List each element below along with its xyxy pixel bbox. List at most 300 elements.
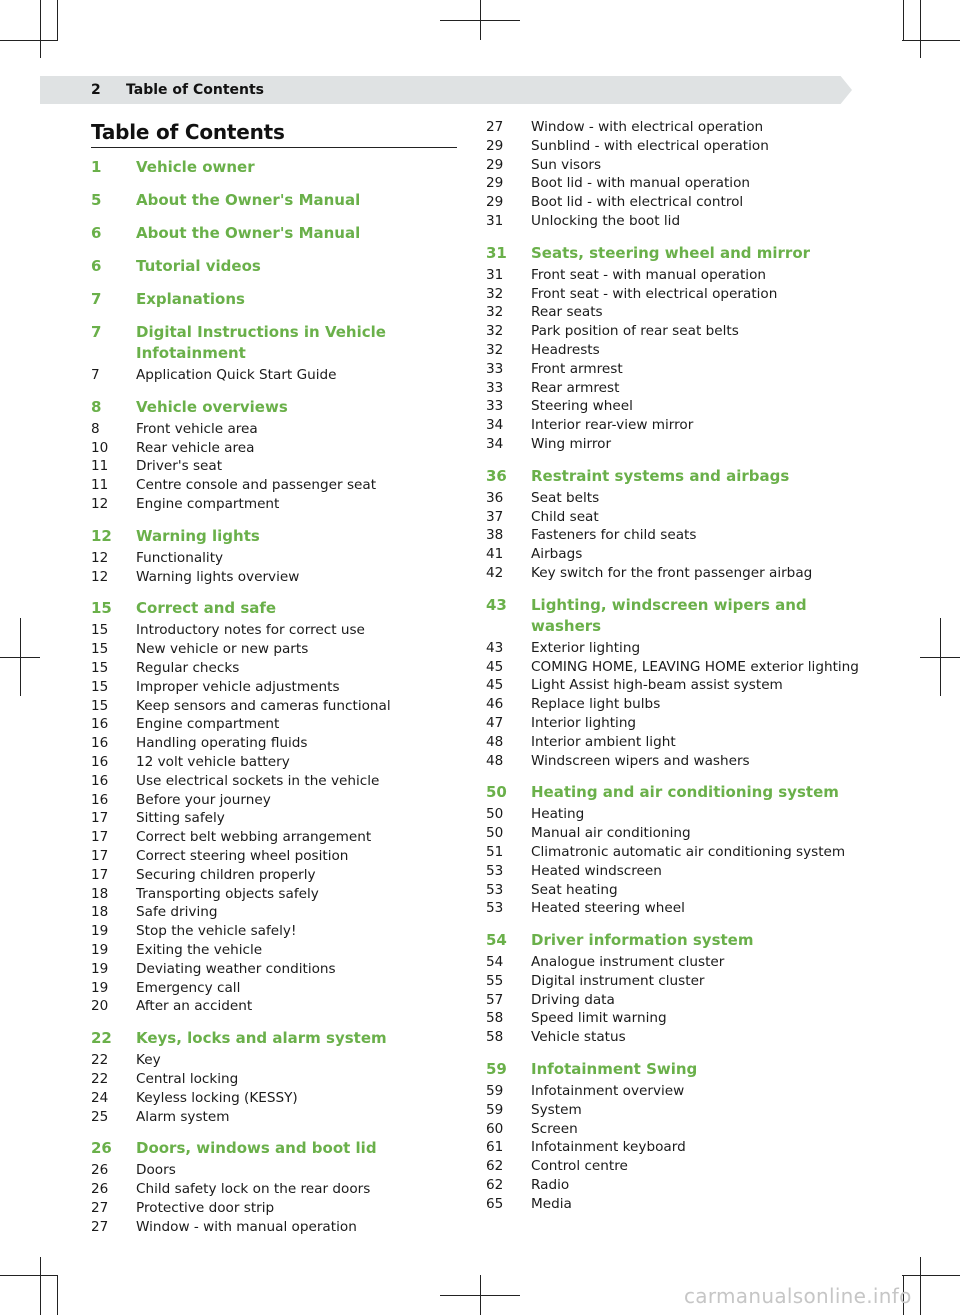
toc-section-heading[interactable] [91,1028,461,1049]
toc-entry-page: 53 [486,900,504,917]
crop-mark [902,40,960,41]
toc-entry-page: 8 [91,420,100,437]
toc-entry-page: 45 [486,677,504,694]
toc-entry[interactable] [91,772,461,791]
toc-entry-title: Interior ambient light [531,733,676,750]
toc-section [486,466,866,583]
toc-entry-title: Control centre [531,1158,628,1175]
toc-entry-title: Speed limit warning [531,1010,667,1027]
toc-entry-page: 61 [486,1139,504,1156]
toc-entry[interactable] [486,564,866,583]
toc-entry-page: 16 [91,716,109,733]
toc-entry-page: 26 [91,1162,109,1179]
toc-entry-title: Warning lights overview [136,568,300,585]
toc-entry[interactable] [91,1070,461,1089]
toc-entry-page: 12 [91,568,109,585]
toc-section-heading[interactable] [91,1138,461,1159]
toc-section [91,157,461,178]
toc-section-heading[interactable] [486,243,866,264]
toc-entry[interactable] [91,753,461,772]
toc-entry-page: 58 [486,1010,504,1027]
toc-entry[interactable] [486,639,866,658]
toc-entry[interactable] [486,1009,866,1028]
toc-entry-page: 15 [91,697,109,714]
toc-entry[interactable] [486,1120,866,1139]
toc-entry[interactable] [91,549,461,568]
toc-entry[interactable] [91,847,461,866]
toc-entry-title: Digital instrument cluster [531,972,705,989]
toc-entry-title: Regular checks [136,659,240,676]
toc-entry-page: 50 [486,806,504,823]
toc-entry[interactable] [486,545,866,564]
toc-entry[interactable] [91,1051,461,1070]
toc-entry-page: 37 [486,508,504,525]
toc-entry-page: 19 [91,960,109,977]
toc-entry-title: Seat belts [531,489,600,506]
toc-entry-page: 19 [91,941,109,958]
toc-entry[interactable] [486,416,866,435]
toc-entry[interactable] [486,193,866,212]
toc-section-page: 43 [486,595,507,614]
toc-entry-title: Window - with manual operation [136,1218,357,1235]
toc-entry[interactable] [486,360,866,379]
crop-mark [0,1275,58,1276]
toc-entry[interactable] [486,137,866,156]
toc-entry-page: 59 [486,1101,504,1118]
toc-entry[interactable] [91,997,461,1016]
toc-entry-page: 27 [486,119,504,135]
toc-section-heading[interactable] [91,598,461,619]
toc-entry[interactable] [486,881,866,900]
title-divider [91,147,457,148]
toc-entry[interactable] [91,866,461,885]
toc-section-page: 12 [91,526,112,545]
toc-entry-page: 15 [91,641,109,658]
toc-entry[interactable] [486,714,866,733]
toc-section [486,595,866,771]
toc-entry[interactable] [486,266,866,285]
toc-entry-title: Transporting objects safely [136,885,319,902]
toc-section-title: Seats, steering wheel and mirror [531,243,811,262]
toc-section [91,289,461,310]
toc-entry-title: Airbags [531,546,583,563]
toc-entry[interactable] [486,174,866,193]
toc-section-title: Restraint systems and airbags [531,466,790,485]
toc-entry-page: 22 [91,1070,109,1087]
toc-section [91,1138,461,1236]
toc-section [91,322,461,385]
toc-entry[interactable] [91,734,461,753]
toc-entry-page: 29 [486,175,504,192]
toc-section-heading[interactable] [486,466,866,487]
toc-entry[interactable] [486,824,866,843]
toc-entry-page: 26 [91,1181,109,1198]
toc-section-page: 1 [91,158,102,176]
toc-section-page: 22 [91,1029,112,1048]
toc-entry-title: Infotainment keyboard [531,1139,686,1156]
crop-mark [40,0,41,58]
toc-section [486,243,866,454]
toc-entry[interactable] [486,526,866,545]
toc-entry-title: Vehicle status [531,1029,626,1046]
toc-entry-page: 18 [91,885,109,902]
toc-entry-page: 18 [91,904,109,921]
toc-entry[interactable] [486,695,866,714]
toc-section-title: Infotainment Swing [531,1060,698,1079]
toc-entry-title: Screen [531,1120,578,1137]
toc-entry[interactable] [486,379,866,398]
toc-entry-page: 29 [486,194,504,211]
header-running-title: Table of Contents [126,82,265,98]
toc-entry-page: 50 [486,825,504,842]
toc-section-heading[interactable] [486,595,866,637]
toc-entry-page: 12 [91,495,109,512]
toc-entry[interactable] [91,366,461,385]
toc-entry-title: Engine compartment [136,495,280,512]
toc-entry-title: Safe driving [136,904,218,921]
toc-entry[interactable] [486,676,866,695]
toc-entry-title: Doors [136,1162,176,1179]
toc-entry-title: Improper vehicle adjustments [136,678,340,695]
toc-entry-title: Seat heating [531,881,618,898]
toc-section-title: Digital Instructions in Vehicle Infotainment [136,323,386,362]
toc-entry-title: Driving data [531,991,615,1008]
toc-entry[interactable] [91,457,461,476]
toc-entry-page: 34 [486,417,504,434]
toc-entry-title: Keyless locking (KESSY) [136,1089,298,1106]
toc-entry[interactable] [486,397,866,416]
toc-entry-title: Alarm system [136,1108,230,1125]
toc-entry[interactable] [486,1157,866,1176]
toc-entry-page: 53 [486,881,504,898]
toc-entry-page: 65 [486,1195,504,1212]
toc-entry[interactable] [486,1028,866,1047]
toc-entry-title: Deviating weather conditions [136,960,336,977]
toc-entry-title: Heated steering wheel [531,900,685,917]
toc-entry[interactable] [91,1089,461,1108]
toc-entry-page: 16 [91,772,109,789]
toc-entry-title: Central locking [136,1070,239,1087]
toc-section-title: Explanations [136,290,245,308]
toc-entry-page: 42 [486,564,504,581]
toc-entry-page: 20 [91,998,109,1015]
toc-entry-title: Boot lid - with manual operation [531,175,751,192]
toc-section-heading[interactable] [486,1059,866,1080]
toc-entry-title: Headrests [531,341,600,358]
toc-entry-page: 34 [486,435,504,452]
toc-entry[interactable] [91,715,461,734]
toc-section-title: About the Owner's Manual [136,224,361,242]
toc-entry-page: 17 [91,847,109,864]
toc-entry-title: Sitting safely [136,810,225,827]
toc-entry-page: 51 [486,843,504,860]
crop-mark [20,618,21,696]
toc-entry-page: 55 [486,972,504,989]
toc-entry[interactable] [91,1218,461,1237]
toc-entry[interactable] [486,285,866,304]
toc-section [91,256,461,277]
toc-entry-title: Handling operating fluids [136,735,308,752]
toc-section-title: Doors, windows and boot lid [136,1139,377,1158]
toc-section-heading[interactable] [91,190,461,211]
toc-section [486,118,866,231]
toc-entry[interactable] [486,489,866,508]
toc-entry[interactable] [486,733,866,752]
toc-entry-page: 29 [486,156,504,173]
toc-entry-page: 16 [91,735,109,752]
toc-entry-page: 48 [486,733,504,750]
toc-entry-title: Rear vehicle area [136,439,255,456]
toc-entry-title: Exterior lighting [531,639,641,656]
toc-entry[interactable] [486,953,866,972]
header-page-number: 2 [91,82,101,98]
toc-entry[interactable] [91,495,461,514]
toc-section-title: Keys, locks and alarm system [136,1029,387,1048]
toc-entry[interactable] [486,1101,866,1120]
toc-entry-title: Exiting the vehicle [136,941,263,958]
toc-section-heading[interactable] [91,322,461,364]
toc-entry[interactable] [91,476,461,495]
toc-entry-title: Introductory notes for correct use [136,622,365,639]
toc-entry-page: 43 [486,639,504,656]
toc-entry[interactable] [486,1138,866,1157]
toc-entry-title: Before your journey [136,791,271,808]
toc-entry[interactable] [91,1108,461,1127]
toc-section-page: 54 [486,931,507,950]
crop-mark [57,1275,58,1315]
toc-entry[interactable] [486,899,866,918]
toc-entry-page: 7 [91,367,100,383]
crop-mark [920,1257,921,1315]
toc-entry[interactable] [486,322,866,341]
toc-entry[interactable] [91,439,461,458]
toc-entry[interactable] [91,791,461,810]
toc-entry-page: 17 [91,829,109,846]
toc-entry-page: 15 [91,678,109,695]
toc-entry-title: Heated windscreen [531,862,662,879]
toc-entry[interactable] [91,420,461,439]
toc-entry-title: Centre console and passenger seat [136,477,377,494]
toc-entry-page: 32 [486,304,504,321]
toc-entry-page: 38 [486,527,504,544]
toc-entry[interactable] [91,903,461,922]
toc-entry-page: 45 [486,658,504,675]
toc-section-heading[interactable] [91,397,461,418]
toc-section-page: 6 [91,224,102,242]
toc-entry[interactable] [486,212,866,231]
toc-section-title: Vehicle owner [136,158,255,176]
toc-entry-page: 32 [486,285,504,302]
toc-entry-page: 15 [91,659,109,676]
toc-section-title: Heating and air conditioning system [531,783,839,802]
toc-entry-page: 62 [486,1158,504,1175]
toc-entry-page: 60 [486,1120,504,1137]
toc-entry-title: Window - with electrical operation [531,119,764,135]
toc-entry-page: 62 [486,1177,504,1194]
toc-entry-page: 11 [91,458,109,475]
toc-entry-page: 27 [91,1218,109,1235]
toc-entry[interactable] [486,303,866,322]
toc-entry-page: 33 [486,360,504,377]
toc-entry-page: 19 [91,979,109,996]
toc-section-page: 15 [91,599,112,618]
toc-entry-title: Analogue instrument cluster [531,954,725,971]
crop-mark [0,40,58,41]
toc-section-heading[interactable] [91,256,461,277]
toc-section-page: 50 [486,783,507,802]
toc-entry-page: 33 [486,379,504,396]
toc-section-heading[interactable] [91,526,461,547]
toc-entry-title: Functionality [136,549,224,566]
toc-entry-title: Radio [531,1177,570,1194]
crop-mark [40,1257,41,1315]
toc-entry-title: Rear seats [531,304,603,321]
toc-entry-title: Use electrical sockets in the vehicle [136,772,380,789]
toc-entry-page: 31 [486,212,504,229]
toc-entry-title: Park position of rear seat belts [531,323,739,340]
toc-section-title: Driver information system [531,931,754,950]
toc-entry-title: Driver's seat [136,458,223,475]
toc-section [486,930,866,1047]
toc-section-heading[interactable] [91,223,461,244]
toc-entry-title: Child seat [531,508,599,525]
toc-entry-title: Securing children properly [136,866,316,883]
toc-entry-title: After an accident [136,998,253,1015]
toc-entry[interactable] [91,1161,461,1180]
toc-entry-page: 15 [91,622,109,639]
toc-entry[interactable] [91,809,461,828]
toc-section-title: Warning lights [136,526,260,545]
toc-section-title: Lighting, windscreen wipers and washers [531,595,807,635]
toc-entry[interactable] [91,640,461,659]
toc-entry-title: Application Quick Start Guide [136,367,337,383]
toc-entry[interactable] [486,118,866,137]
toc-entry[interactable] [91,941,461,960]
toc-left-column [91,157,461,1248]
toc-entry-page: 59 [486,1083,504,1100]
toc-entry-title: Manual air conditioning [531,825,691,842]
toc-entry-title: Front armrest [531,360,623,377]
toc-entry[interactable] [91,621,461,640]
toc-entry[interactable] [91,697,461,716]
toc-entry-page: 25 [91,1108,109,1125]
toc-entry[interactable] [486,435,866,454]
toc-section-page: 26 [91,1139,112,1158]
toc-entry-title: System [531,1101,582,1118]
toc-entry[interactable] [486,805,866,824]
toc-entry-page: 19 [91,923,109,940]
crop-mark [480,0,481,40]
toc-entry-title: Stop the vehicle safely! [136,923,297,940]
toc-entry-title: Wing mirror [531,435,612,452]
toc-entry-page: 24 [91,1089,109,1106]
crop-mark [57,0,58,40]
toc-entry[interactable] [91,922,461,941]
toc-section-page: 7 [91,290,102,308]
crop-mark [940,618,941,696]
toc-entry[interactable] [486,843,866,862]
toc-entry-page: 57 [486,991,504,1008]
toc-entry-title: Heating [531,806,585,823]
toc-entry-page: 12 [91,549,109,566]
toc-entry[interactable] [486,1082,866,1101]
toc-section-heading[interactable] [91,289,461,310]
toc-entry-page: 32 [486,341,504,358]
toc-entry-title: Front vehicle area [136,420,258,437]
toc-entry-title: Engine compartment [136,716,280,733]
toc-right-column [486,118,866,1226]
toc-entry[interactable] [91,1199,461,1218]
toc-entry-title: Front seat - with manual operation [531,266,767,283]
toc-entry[interactable] [91,979,461,998]
toc-entry-title: Infotainment overview [531,1083,685,1100]
toc-entry-page: 31 [486,266,504,283]
toc-entry-title: Climatronic automatic air conditioning system [531,843,846,860]
toc-entry-title: Steering wheel [531,398,633,415]
toc-entry-title: Sunblind - with electrical operation [531,137,769,154]
toc-section-page: 36 [486,466,507,485]
toc-entry-page: 11 [91,477,109,494]
toc-entry[interactable] [486,658,866,677]
toc-entry-page: 22 [91,1052,109,1069]
toc-entry-title: Fasteners for child seats [531,527,697,544]
toc-section-title: Tutorial videos [136,257,261,275]
toc-entry[interactable] [486,156,866,175]
toc-entry-title: Light Assist high-beam assist system [531,677,783,694]
toc-entry[interactable] [91,659,461,678]
toc-entry[interactable] [486,508,866,527]
toc-entry[interactable] [91,885,461,904]
toc-section-page: 5 [91,191,102,209]
toc-entry[interactable] [91,568,461,587]
toc-entry-title: Sun visors [531,156,602,173]
toc-entry-title: Key [136,1052,161,1069]
toc-entry-page: 32 [486,323,504,340]
toc-entry-title: New vehicle or new parts [136,641,309,658]
toc-section-heading[interactable] [486,930,866,951]
toc-entry[interactable] [486,1176,866,1195]
toc-section [91,1028,461,1126]
toc-section [91,397,461,514]
toc-entry[interactable] [91,960,461,979]
toc-section-page: 31 [486,243,507,262]
toc-entry-page: 48 [486,752,504,769]
toc-section-page: 59 [486,1060,507,1079]
toc-entry[interactable] [486,341,866,360]
toc-entry-page: 16 [91,753,109,770]
toc-entry[interactable] [91,1180,461,1199]
toc-section-heading[interactable] [486,782,866,803]
toc-entry[interactable] [486,1195,866,1214]
toc-entry-title: COMING HOME, LEAVING HOME exterior lighting [531,658,859,675]
toc-entry-title: Emergency call [136,979,241,996]
toc-entry[interactable] [486,972,866,991]
toc-entry[interactable] [486,752,866,771]
toc-entry-title: Interior lighting [531,714,637,731]
toc-section [91,190,461,211]
toc-entry[interactable] [91,828,461,847]
toc-entry-page: 53 [486,862,504,879]
toc-entry-title: Keep sensors and cameras functional [136,697,391,714]
toc-section-page: 6 [91,257,102,275]
toc-entry-page: 27 [91,1199,109,1216]
toc-entry[interactable] [486,991,866,1010]
toc-entry-page: 16 [91,791,109,808]
toc-entry[interactable] [91,678,461,697]
toc-entry[interactable] [486,862,866,881]
toc-section-heading[interactable] [91,157,461,178]
toc-entry-title: Replace light bulbs [531,696,661,713]
